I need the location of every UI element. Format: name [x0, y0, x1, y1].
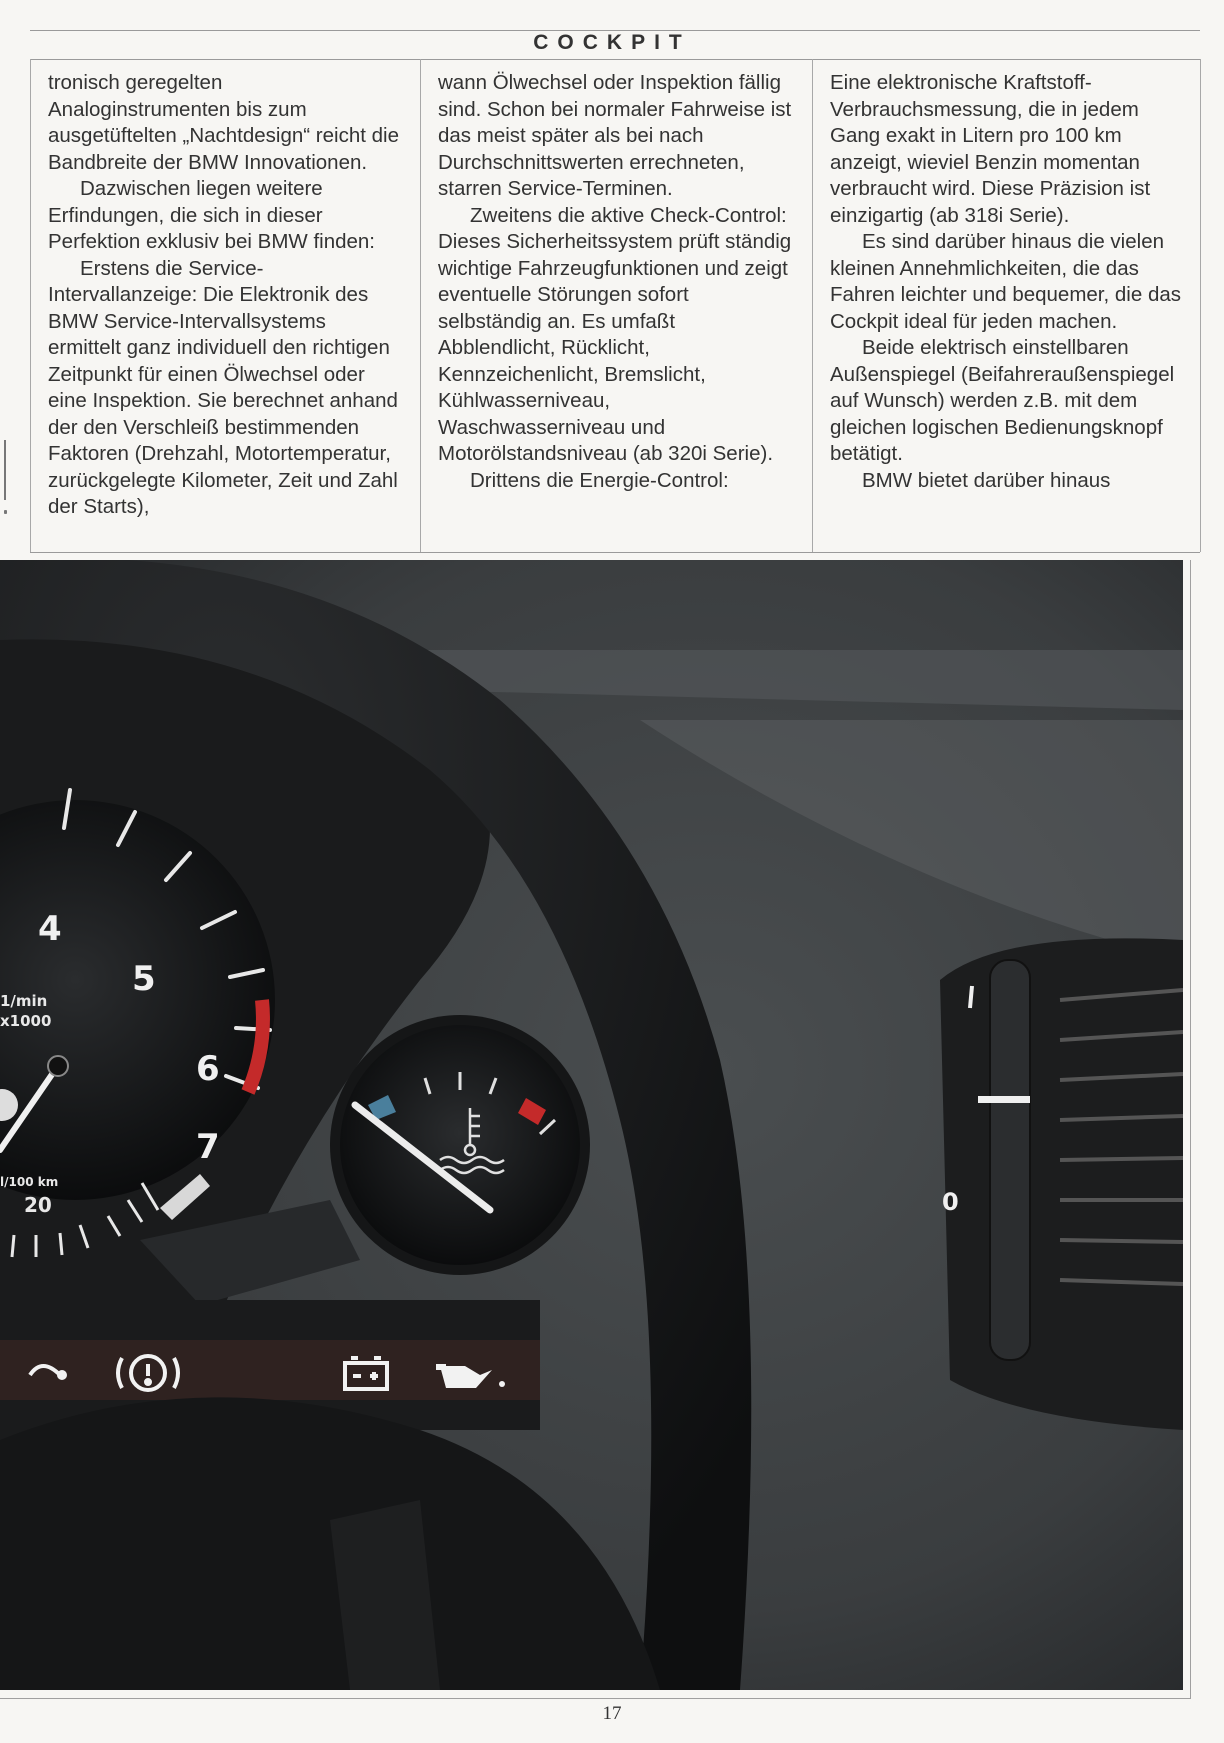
paragraph: tronisch geregelten Analoginstrumenten bis zum ausgetüftelten „Nachtdesign“ reicht die Bandbreite der BMW Innovationen.	[48, 71, 399, 174]
cockpit-photo	[0, 560, 1183, 1690]
paragraph: Erstens die Service-Intervallanzeige: Die Elektronik des BMW Service-Intervallsystems ermittelt ganz individuell den richtigen Zeitpunkt für einen Ölwechsel oder eine Inspektion. Sie berechnet anhand der den Verschleiß bestimmenden Faktoren (Drehzahl, Motortemperatur, zurückgelegte Kilometer, Zeit und Zahl der Starts),	[48, 256, 398, 518]
paragraph: Eine elektronische Kraftstoff-Verbrauchsmessung, die in jedem Gang exakt in Litern pro 100 km anzeigt, wieviel Benzin momentan verbraucht wird. Diese Präzision ist einzigartig (ab 318i Serie).	[830, 71, 1151, 227]
consumption-tick	[12, 1235, 14, 1257]
paragraph: Beide elektrisch einstellbaren Außenspiegel (Beifahreraußenspiegel auf Wunsch) werden z.B. mit dem gleichen logischen Bedienungsknopf betätigt.	[830, 336, 1175, 465]
title-rule	[30, 59, 1200, 60]
photo-right-rule	[1190, 560, 1191, 1698]
text-column-1	[48, 70, 403, 540]
column-rule-left	[30, 59, 31, 552]
photo-bottom-rule	[0, 1698, 1191, 1699]
tacho-label-4: 4	[38, 909, 62, 949]
consumption-tick	[60, 1233, 62, 1255]
tacho-label-7: 7	[196, 1127, 220, 1167]
vent-indicator	[978, 1096, 1030, 1103]
tacho-label-5: 5	[132, 959, 156, 999]
vent-label: 0	[942, 1188, 959, 1216]
cockpit-illustration	[0, 560, 1183, 1690]
paragraph: wann Ölwechsel oder Inspektion fällig sind. Schon bei normaler Fahrweise ist das meist später als bei nach Durchschnittswerten errechneten, starren Service-Terminen.	[438, 71, 792, 200]
text-column-2	[438, 70, 795, 540]
paragraph: Zweitens die aktive Check-Control: Dieses Sicherheitssystem prüft ständig wichtige Fahrzeugfunktionen und zeigt eventuelle Störungen sofort selbständig an. Es umfaßt Abblendlicht, Rücklicht, Kennzeichenlicht, Bremslicht, Kühlwasserniveau, Waschwasserniveau und Motorölstandsniveau (ab 320i Serie).	[438, 203, 792, 465]
column-rule-1	[420, 59, 421, 552]
page-number: 17	[602, 1703, 622, 1724]
column-rule-right	[1200, 59, 1201, 552]
column-rule-2	[812, 59, 813, 552]
consumption-value: 20	[24, 1193, 52, 1217]
temperature-gauge	[330, 1015, 590, 1275]
section-title: COCKPIT	[533, 31, 691, 54]
consumption-unit: l/100 km	[0, 1175, 59, 1189]
text-column-3	[830, 70, 1185, 540]
margin-mark	[4, 440, 7, 520]
paragraph: Es sind darüber hinaus die vielen kleinen Annehmlichkeiten, die das Fahren leichter und bequemer, die das Cockpit ideal für jeden machen.	[830, 230, 1182, 333]
paragraph: Drittens die Energie-Control:	[470, 468, 729, 492]
air-vent	[940, 938, 1183, 1430]
tacho-unit-line-1: 1/min	[0, 992, 48, 1010]
paragraph: Dazwischen liegen weitere Erfindungen, die sich in dieser Perfektion exklusiv bei BMW finden:	[48, 177, 375, 253]
paragraph: BMW bietet darüber hinaus	[862, 468, 1111, 492]
tacho-label-6: 6	[196, 1049, 220, 1089]
text-frame-bottom-rule	[30, 552, 1200, 553]
tacho-unit-line-2: x1000	[0, 1012, 52, 1030]
